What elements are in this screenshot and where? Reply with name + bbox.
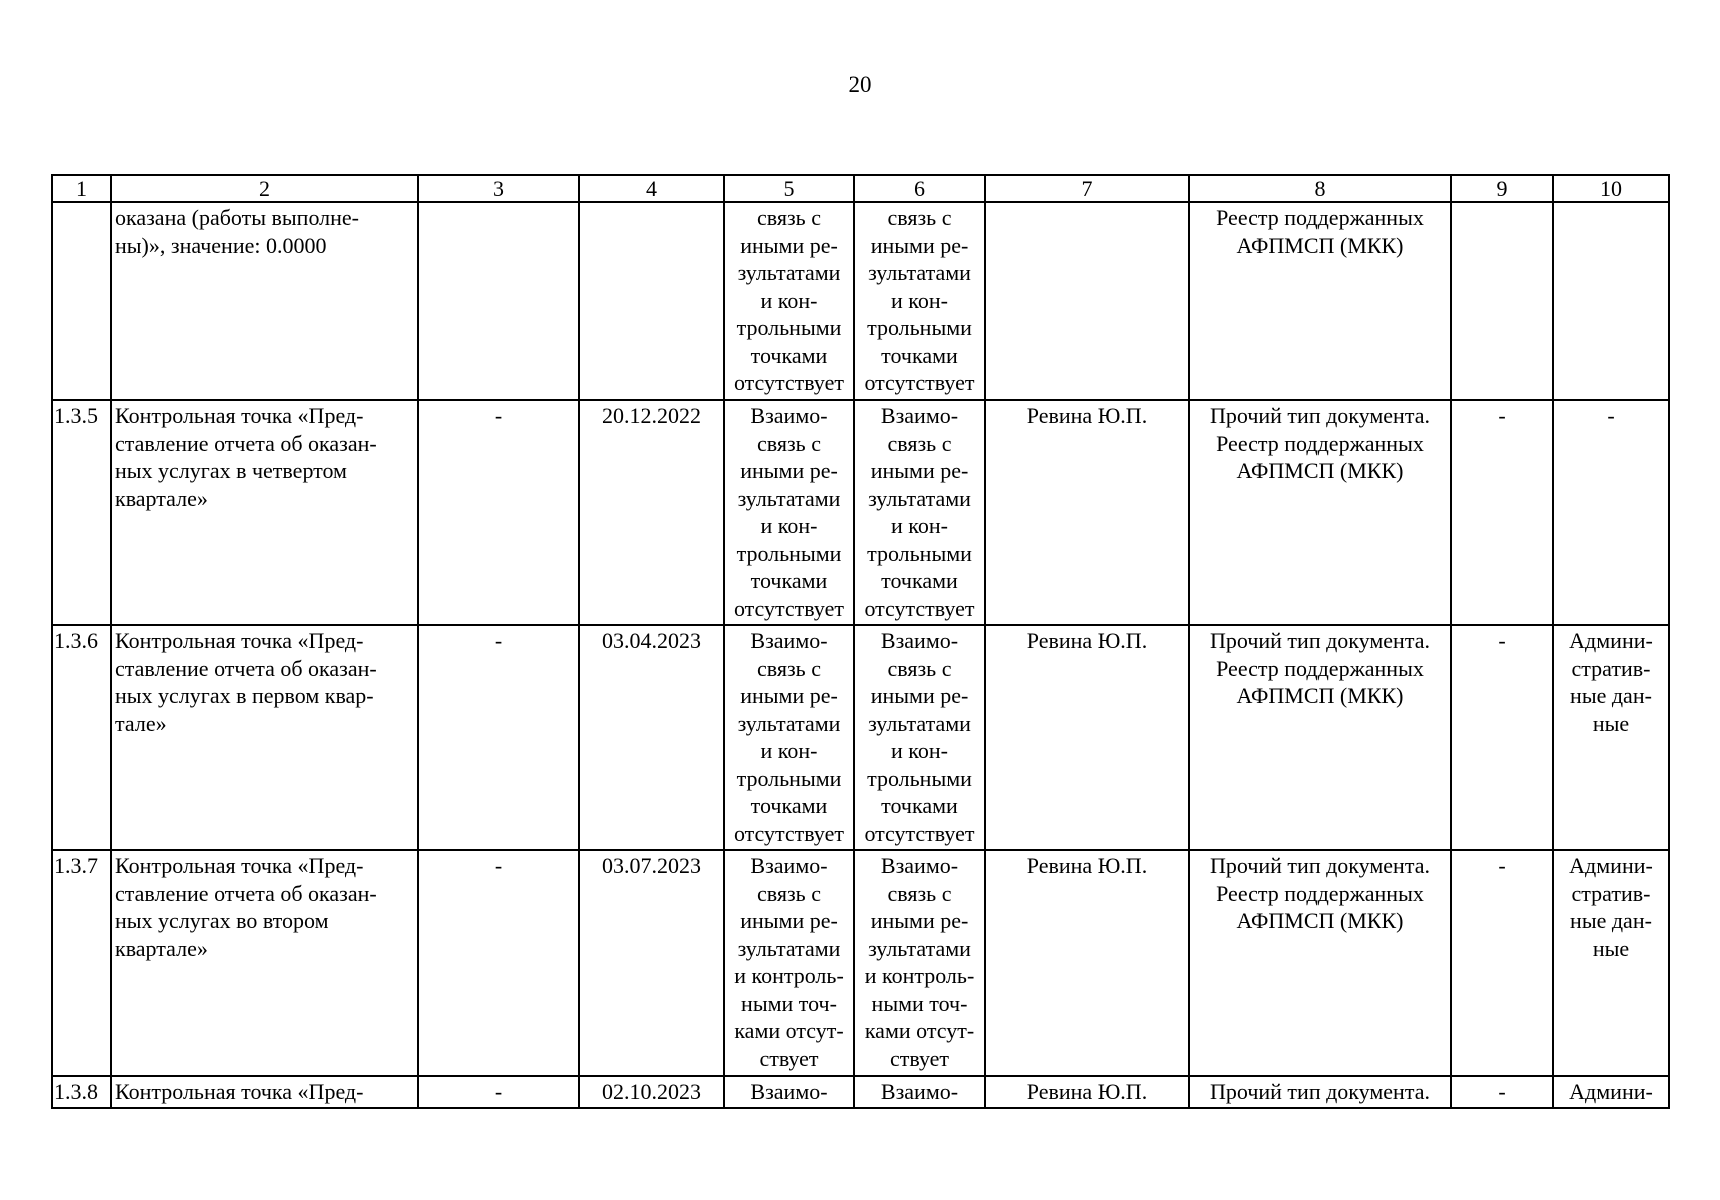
- row-number: 1.3.6: [52, 625, 111, 850]
- responsible-cell: Ревина Ю.П.: [985, 625, 1189, 850]
- header-cell: 10: [1553, 175, 1669, 202]
- cell-col9: [1451, 202, 1553, 400]
- date-cell: [579, 202, 724, 400]
- description-cell: оказана (работы выполне- ны)», значение: 0.0000: [111, 202, 418, 400]
- header-cell: 2: [111, 175, 418, 202]
- relation-cell: связь с иными ре- зультатами и кон- трольными точками отсутствует: [854, 202, 985, 400]
- document-type-cell: Прочий тип документа. Реестр поддержанных АФПМСП (МКК): [1189, 850, 1451, 1076]
- description-cell: Контрольная точка «Пред-: [111, 1076, 418, 1108]
- cell-col9: -: [1451, 400, 1553, 625]
- header-cell: 5: [724, 175, 854, 202]
- table-row: [52, 625, 1669, 850]
- row-number: [52, 202, 111, 400]
- page-number: 20: [848, 72, 872, 97]
- cell-col3: -: [418, 400, 579, 625]
- relation-cell: Взаимо- связь с иными ре- зультатами и кон- трольными точками отсутствует: [854, 625, 985, 850]
- header-cell: 9: [1451, 175, 1553, 202]
- document-type-cell: Прочий тип документа.: [1189, 1076, 1451, 1108]
- cell-col3: -: [418, 1076, 579, 1108]
- header-cell: 3: [418, 175, 579, 202]
- date-cell: 02.10.2023: [579, 1076, 724, 1108]
- relation-cell: Взаимо-: [724, 1076, 854, 1108]
- cell-col3: -: [418, 850, 579, 1076]
- cell-col9: -: [1451, 625, 1553, 850]
- row-number: 1.3.5: [52, 400, 111, 625]
- row-number: 1.3.8: [52, 1076, 111, 1108]
- cell-col10: Админи- стратив- ные дан- ные: [1553, 625, 1669, 850]
- relation-cell: Взаимо- связь с иными ре- зультатами и кон- трольными точками отсутствует: [854, 400, 985, 625]
- table-row: [52, 202, 1669, 400]
- table-row: [52, 850, 1669, 1076]
- date-cell: 03.04.2023: [579, 625, 724, 850]
- header-cell: 1: [52, 175, 111, 202]
- cell-col10: -: [1553, 400, 1669, 625]
- cell-col3: [418, 202, 579, 400]
- cell-col10: Админи- стратив- ные дан- ные: [1553, 850, 1669, 1076]
- row-number: 1.3.7: [52, 850, 111, 1076]
- header-cell: 7: [985, 175, 1189, 202]
- cell-col10: [1553, 202, 1669, 400]
- table-row: [52, 400, 1669, 625]
- table-row: [52, 1076, 1669, 1108]
- header-row: [52, 175, 1669, 202]
- relation-cell: Взаимо-: [854, 1076, 985, 1108]
- relation-cell: Взаимо- связь с иными ре- зультатами и контроль- ными точ- ками отсут- ствует: [854, 850, 985, 1076]
- responsible-cell: [985, 202, 1189, 400]
- cell-col9: -: [1451, 850, 1553, 1076]
- cell-col3: -: [418, 625, 579, 850]
- relation-cell: Взаимо- связь с иными ре- зультатами и контроль- ными точ- ками отсут- ствует: [724, 850, 854, 1076]
- cell-col9: -: [1451, 1076, 1553, 1108]
- responsible-cell: Ревина Ю.П.: [985, 850, 1189, 1076]
- header-cell: 6: [854, 175, 985, 202]
- document-type-cell: Прочий тип документа. Реестр поддержанных АФПМСП (МКК): [1189, 625, 1451, 850]
- document-type-cell: Прочий тип документа. Реестр поддержанных АФПМСП (МКК): [1189, 400, 1451, 625]
- cell-col10: Админи-: [1553, 1076, 1669, 1108]
- relation-cell: Взаимо- связь с иными ре- зультатами и кон- трольными точками отсутствует: [724, 625, 854, 850]
- responsible-cell: Ревина Ю.П.: [985, 1076, 1189, 1108]
- relation-cell: связь с иными ре- зультатами и кон- трольными точками отсутствует: [724, 202, 854, 400]
- description-cell: Контрольная точка «Пред- ставление отчета об оказан- ных услугах во втором квартале»: [111, 850, 418, 1076]
- responsible-cell: Ревина Ю.П.: [985, 400, 1189, 625]
- header-cell: 8: [1189, 175, 1451, 202]
- header-cell: 4: [579, 175, 724, 202]
- description-cell: Контрольная точка «Пред- ставление отчета об оказан- ных услугах в первом квар- тале»: [111, 625, 418, 850]
- date-cell: 20.12.2022: [579, 400, 724, 625]
- date-cell: 03.07.2023: [579, 850, 724, 1076]
- description-cell: Контрольная точка «Пред- ставление отчета об оказан- ных услугах в четвертом квартале»: [111, 400, 418, 625]
- relation-cell: Взаимо- связь с иными ре- зультатами и кон- трольными точками отсутствует: [724, 400, 854, 625]
- document-type-cell: Реестр поддержанных АФПМСП (МКК): [1189, 202, 1451, 400]
- document-table: [51, 174, 1670, 1109]
